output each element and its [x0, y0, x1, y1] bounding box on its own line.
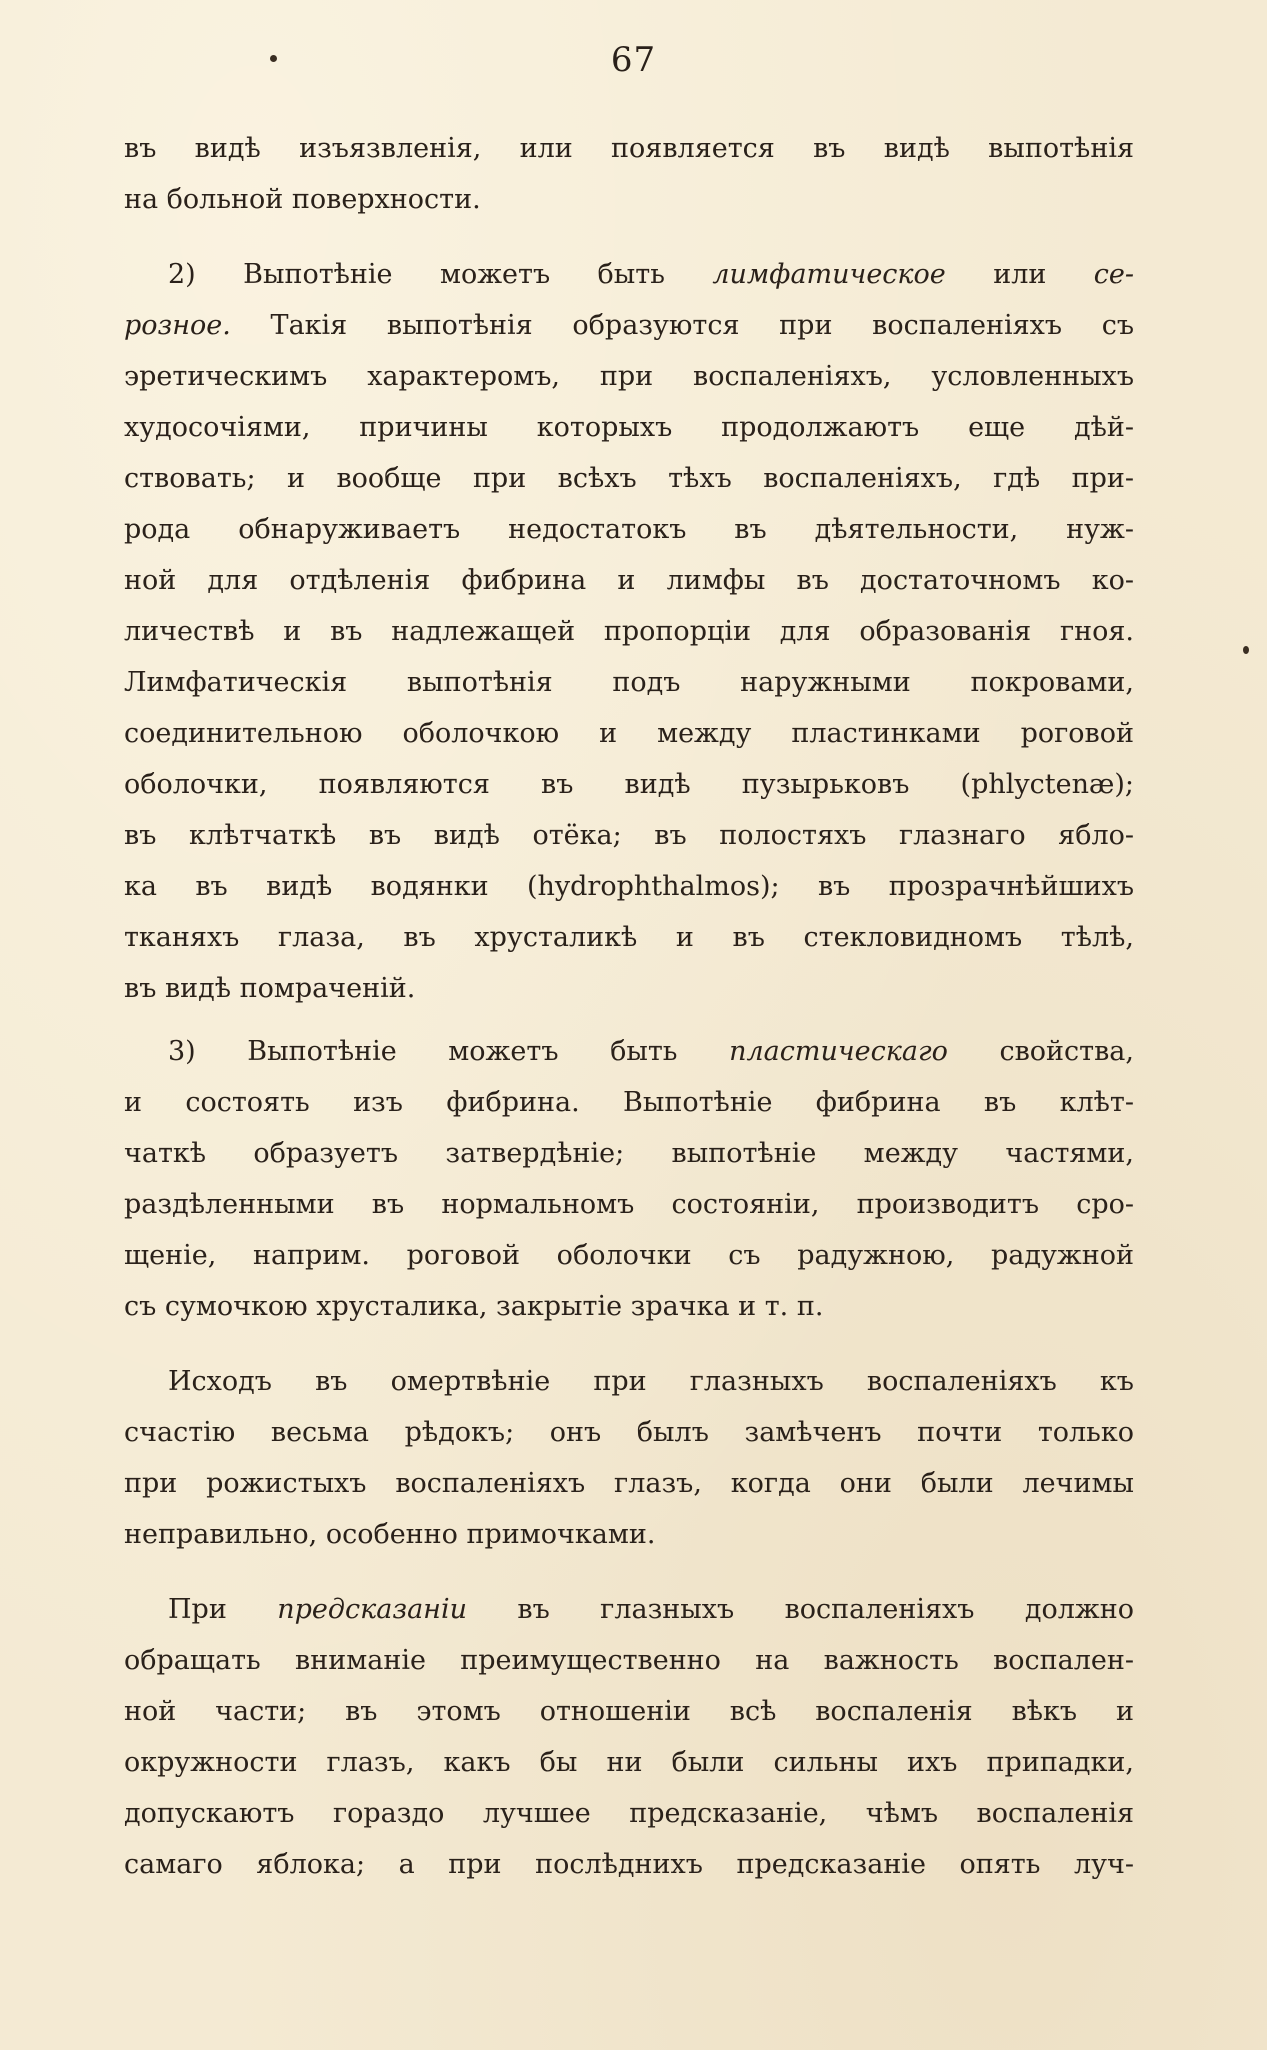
text-line: При предсказаніи въ глазныхъ воспаленіяхъ должно [168, 1594, 1134, 1625]
text-line: щеніе, наприм. роговой оболочки съ радужною, радужной [124, 1240, 1134, 1271]
text-line: обращать вниманіе преимущественно на важность воспален- [124, 1645, 1134, 1676]
paragraph [124, 1584, 1134, 1890]
text-line: тканяхъ глаза, въ хрусталикѣ и въ стекловидномъ тѣлѣ, [124, 922, 1134, 953]
text-line: ной части; въ этомъ отношеніи всѣ воспаленія вѣкъ и [124, 1696, 1134, 1727]
body-text [124, 123, 1134, 1890]
text-line: въ видѣ изъязвленія, или появляется въ видѣ выпотѣнія [124, 133, 1134, 164]
text-line: окружности глазъ, какъ бы ни были сильны ихъ припадки, [124, 1747, 1134, 1778]
paragraph [124, 1026, 1134, 1332]
text-line: на больной поверхности. [124, 184, 481, 215]
page-number: 67 [610, 40, 657, 80]
text-line: Лимфатическія выпотѣнія подъ наружными покровами, [124, 667, 1134, 698]
text-line: ка въ видѣ водянки (hydrophthalmos); въ прозрачнѣйшихъ [124, 871, 1134, 902]
ink-speck [1243, 646, 1249, 654]
text-line: рода обнаруживаетъ недостатокъ въ дѣятельности, нуж- [124, 514, 1134, 545]
text-line: неправильно, особенно примочками. [124, 1519, 656, 1550]
text-line: розное. Такія выпотѣнія образуются при воспаленіяхъ съ [124, 310, 1134, 341]
text-line: эретическимъ характеромъ, при воспаленіяхъ, условленныхъ [124, 361, 1134, 392]
text-line: допускаютъ гораздо лучшее предсказаніе, чѣмъ воспаленія [124, 1798, 1134, 1829]
text-line: счастію весьма рѣдокъ; онъ былъ замѣченъ почти только [124, 1417, 1134, 1448]
text-line: и состоять изъ фибрина. Выпотѣніе фибрина въ клѣт- [124, 1087, 1134, 1118]
text-line: оболочки, появляются въ видѣ пузырьковъ (phlyctenæ); [124, 769, 1134, 800]
text-line: 3) Выпотѣніе можетъ быть пластическаго свойства, [168, 1036, 1134, 1067]
text-line: при рожистыхъ воспаленіяхъ глазъ, когда они были лечимы [124, 1468, 1134, 1499]
text-line: 2) Выпотѣніе можетъ быть лимфатическое или се- [168, 259, 1134, 290]
text-line: раздѣленными въ нормальномъ состояніи, производитъ сро- [124, 1189, 1134, 1220]
text-line: Исходъ въ омертвѣніе при глазныхъ воспаленіяхъ къ [168, 1366, 1134, 1397]
text-line: ствовать; и вообще при всѣхъ тѣхъ воспаленіяхъ, гдѣ при- [124, 463, 1134, 494]
text-line: въ клѣтчаткѣ въ видѣ отёка; въ полостяхъ глазнаго ябло- [124, 820, 1134, 851]
text-line: въ видѣ помраченій. [124, 973, 416, 1004]
paragraph [124, 249, 1134, 1014]
text-line: ной для отдѣленія фибрина и лимфы въ достаточномъ ко- [124, 565, 1134, 596]
paragraph [124, 1356, 1134, 1560]
text-line: чаткѣ образуетъ затвердѣніе; выпотѣніе между частями, [124, 1138, 1134, 1169]
text-line: съ сумочкою хрусталика, закрытіе зрачка и т. п. [124, 1291, 824, 1322]
paragraph [124, 123, 1134, 225]
text-line: самаго яблока; а при послѣднихъ предсказаніе опять луч- [124, 1849, 1134, 1880]
text-line: соединительною оболочкою и между пластинками роговой [124, 718, 1134, 749]
text-line: худосочіями, причины которыхъ продолжаютъ еще дѣй- [124, 412, 1134, 443]
text-line: личествѣ и въ надлежащей пропорціи для образованія гноя. [124, 616, 1134, 647]
